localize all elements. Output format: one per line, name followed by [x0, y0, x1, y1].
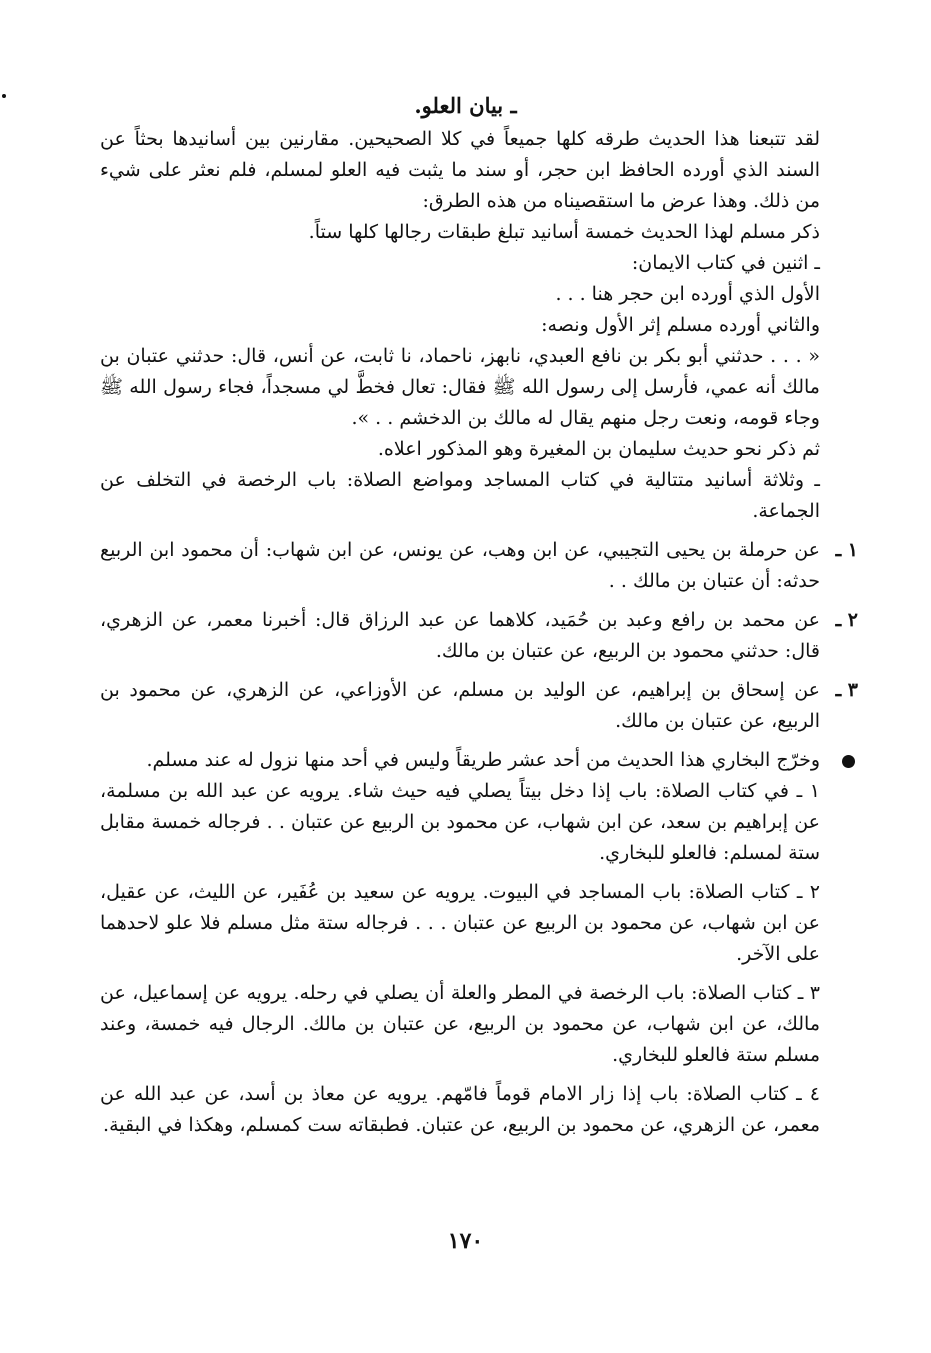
section-heading: ـ بيان العلو.: [414, 93, 517, 118]
spacer: [100, 869, 820, 877]
list-item-number: ٢ ـ: [835, 609, 858, 631]
paragraph-first: الأول الذي أورده ابن حجر هنا . . .: [555, 283, 820, 305]
list-item: [100, 605, 858, 667]
paragraph-muslim-count: ذكر مسلم لهذا الحديث خمسة أسانيد تبلغ طبقات رجالها كلها ستاً.: [308, 221, 820, 243]
spacer: [100, 737, 820, 745]
bukhari-item: ٣ ـ كتاب الصلاة: باب الرخصة في المطر والعلة أن يصلي في رحله. يرويه عن إسماعيل، عن مالك، عن ابن شهاب، عن محمود بن الربيع، عن عتبان بن مالك. الرجال فيه خمسة، وعند مسلم ستة فالعلو للبخاري.: [100, 982, 820, 1066]
bukhari-item: ٢ ـ كتاب الصلاة: باب المساجد في البيوت. يرويه عن سعيد بن عُفَير، عن الليث، عن عقيل، عن ابن شهاب، عن محمود بن الربيع عن عتبان . . . فرجاله ستة مثل مسلم فلا علو لاحدهما على الآخر.: [100, 881, 820, 965]
paragraph-then: ثم ذكر نحو حديث سليمان بن المغيرة وهو المذكور اعلاه.: [377, 438, 820, 460]
list-item-text: عن حرملة بن يحيى التجيبي، عن ابن وهب، عن يونس، عن ابن شهاب: أن محمود ابن الربيع حدثه: أن عتبان بن مالك . .: [100, 539, 820, 592]
list-item: [100, 675, 858, 737]
list-item-number: ١ ـ: [835, 539, 858, 561]
paragraph-second: والثاني أورده مسلم إثر الأول ونصه:: [541, 314, 820, 336]
spacer: [100, 1071, 820, 1079]
list-item-text: عن إسحاق بن إبراهيم، عن الوليد بن مسلم، عن الأوزاعي، عن الزهري، عن محمود بن الربيع، عن عتبان بن مالك.: [100, 679, 820, 732]
paragraph-three-chains: ـ وثلاثة أسانيد متتالية في كتاب المساجد ومواضع الصلاة: باب الرخصة في التخلف عن الجماعة.: [100, 469, 820, 522]
list-item: [100, 535, 858, 597]
paragraph-intro: لقد تتبعنا هذا الحديث طرقه كلها جميعاً في كلا الصحيحين. مقارنين بين أسانيدها بحثاً عن السند الذي أورده الحافظ ابن حجر، أو سند ما يثبت فيه العلو لمسلم، فلم نعثر على شيء من ذلك. وهذا عرض ما استقصيناه من هذه الطرق:: [100, 128, 820, 212]
spacer: [100, 597, 820, 605]
paragraph-quote: « . . . حدثني أبو بكر بن نافع العبدي، نابهز، ناحماد، نا ثابت، عن أنس، قال: حدثني عتبان بن مالك أنه عمي، فأرسل إلى رسول الله ﷺ فقال: تعال فخطَّ لي مسجداً، فجاء رسول الله ﷺ وجاء قومه، ونعت رجل منهم يقال له مالك بن الدخشم . . ».: [100, 345, 820, 429]
bukhari-item: ١ ـ في كتاب الصلاة: باب إذا دخل بيتاً يصلي فيه حيث شاء. يرويه عن عبد الله بن مسلمة، عن إبراهيم بن سعد، عن ابن شهاب، عن محمود بن الربيع عن عتبان . . فرجاله خمسة مقابل ستة لمسلم: فالعلو للبخاري.: [100, 780, 820, 864]
bullet-icon: [842, 755, 855, 768]
spacer: [100, 667, 820, 675]
spacer: [100, 527, 820, 535]
paragraph-iman: ـ اثنين في كتاب الايمان:: [631, 252, 820, 274]
page-number: ١٧٠: [447, 1228, 484, 1254]
spacer: [100, 970, 820, 978]
list-item-text: عن محمد بن رافع وعبد بن حُمَيد، كلاهما عن عبد الرزاق قال: أخبرنا معمر، عن الزهري، قال: حدثني محمود بن الربيع، عن عتبان بن مالك.: [100, 609, 820, 662]
bukhari-item: ٤ ـ كتاب الصلاة: باب إذا زار الامام قوماً فامّهم. يرويه عن معاذ بن أسد، عن عبد الله عن معمر، عن الزهري، عن محمود بن الربيع، عن عتبان. فطبقاته ست كمسلم، وهكذا في البقية.: [100, 1083, 820, 1136]
body-text: [100, 124, 858, 1141]
list-item-number: ٣ ـ: [835, 679, 858, 701]
paragraph-bukhari-intro: وخرّج البخاري هذا الحديث من أحد عشر طريقاً وليس في أحد منها نزول له عند مسلم.: [146, 749, 820, 771]
